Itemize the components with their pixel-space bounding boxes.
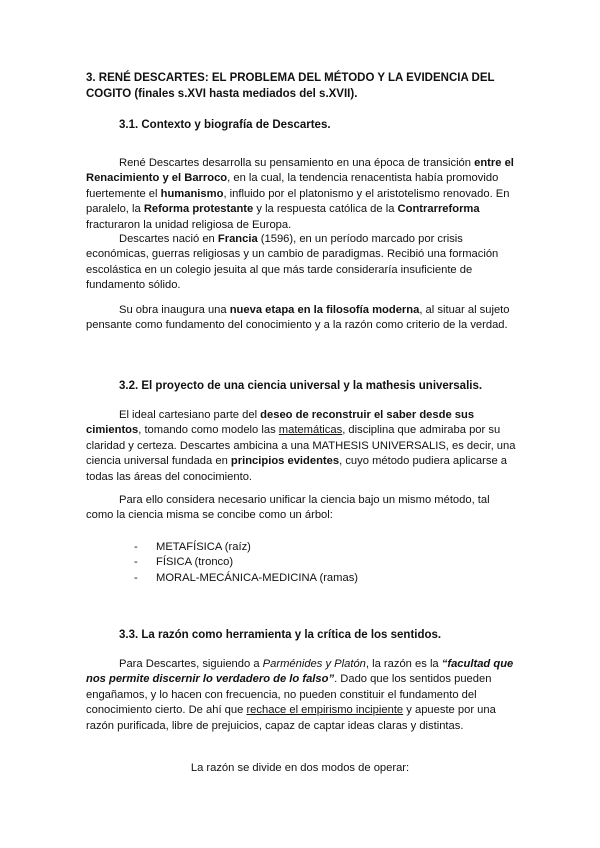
section-3-paragraph-1: Para Descartes, siguiendo a Parménides y Platón, la razón es la “facultad que nos permite discernir lo verdadero de lo falso”. Dado que los sentidos pueden engañamos, y lo hacen con frecuencia, no pueden constituir el fundamento del conocimiento cierto. De ahí que rechace el empirismo incipiente y apueste por una razón purificada, libre de prejuicios, capaz de captar ideas claras y distintas. [86,658,514,732]
chapter-title: 3. RENÉ DESCARTES: EL PROBLEMA DEL MÉTODO Y LA EVIDENCIA DEL COGITO (finales s.XVI hasta mediados del s.XVII). [86,72,495,100]
section-1-paragraph-3: Su obra inaugura una nueva etapa en la filosofía moderna, al situar al sujeto pensante como fundamento del conocimiento y a la razón como criterio de la verdad. [86,304,510,332]
section-1-paragraph-2: Descartes nació en Francia (1596), en un período marcado por crisis económicas, guerras religiosas y un cambio de paradigmas. Recibió una formación escolástica en un colegio jesuita al que más tarde consideraría insuficiente de fundamento sólido. [86,233,499,292]
section-3-title: 3.3. La razón como herramienta y la crítica de los sentidos. [119,629,442,641]
list-item: - MORAL-MECÁNICA-MEDICINA (ramas) [134,571,359,584]
section-3-paragraph-2: La razón se divide en dos modos de operar: [190,762,410,774]
section-1-paragraph-1: René Descartes desarrolla su pensamiento en una época de transición entre el Renacimiento y el Barroco, en la cual, la tendencia renacentista había promovido fuertemente el humanismo, influido por el platonismo y el aristotelismo renovado. En paralelo, la Reforma protestante y la respuesta católica de la Contrarreforma fracturaron la unidad religiosa de Europa. [86,157,514,231]
section-2-title: 3.2. El proyecto de una ciencia universal y la mathesis universalis. [119,380,483,392]
tree-list [134,540,358,586]
section-2-paragraph-1: El ideal cartesiano parte del deseo de reconstruir el saber desde sus cimientos, tomando como modelo las matemáticas, disciplina que admiraba por su claridad y certeza. Descartes ambicina a una MATHESIS UNIVERSALIS, es decir, una ciencia universal fundada en principios evidentes, cuyo método pudiera aplicarse a todas las áreas del conocimiento. [86,409,516,483]
section-2-paragraph-2: Para ello considera necesario unificar la ciencia bajo un mismo método, tal como la ciencia misma se concibe como un árbol: [86,494,490,522]
section-1-title: 3.1. Contexto y biografía de Descartes. [119,119,331,131]
list-item: - METAFÍSICA (raíz) [134,541,251,553]
list-item: - FÍSICA (tronco) [134,556,234,569]
